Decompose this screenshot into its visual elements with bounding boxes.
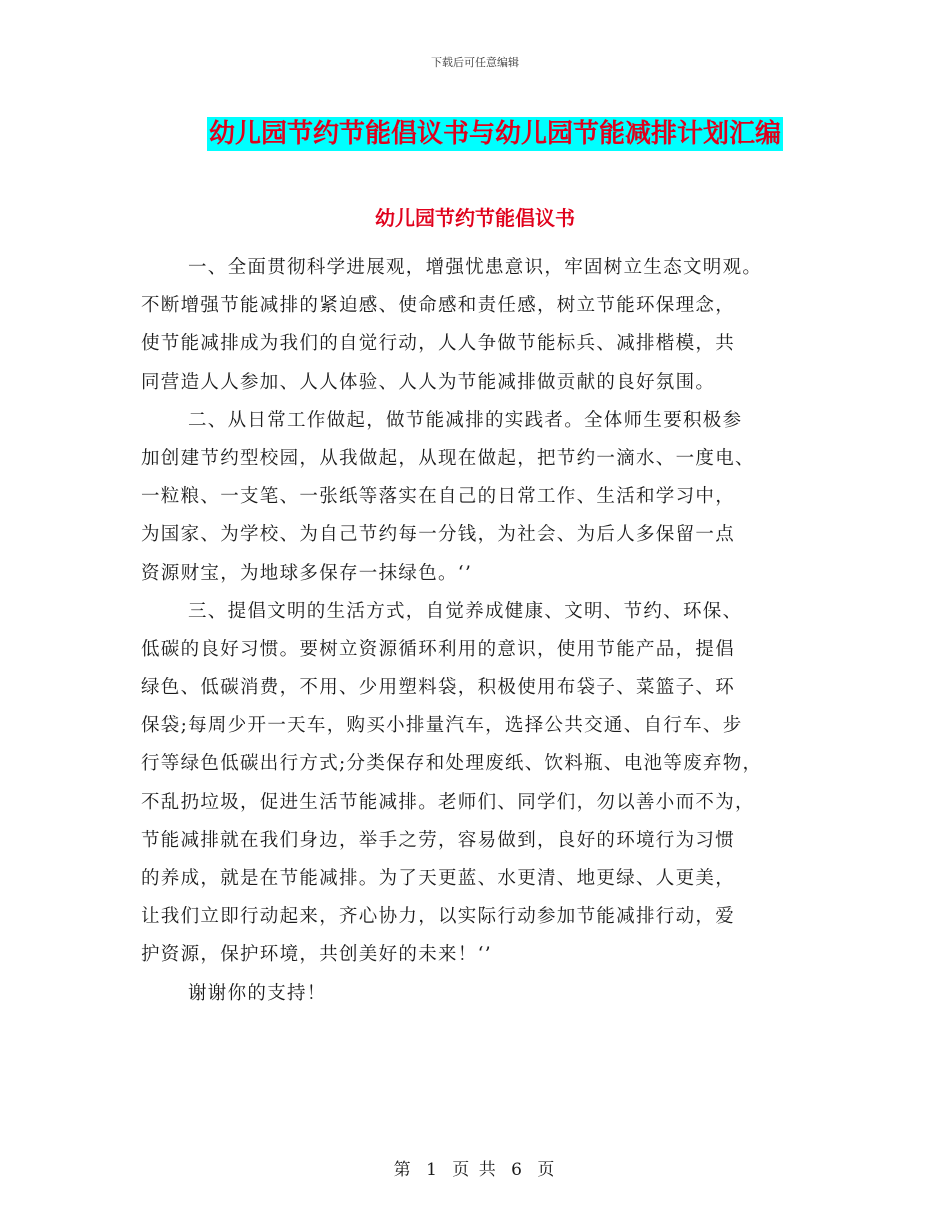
document-title [0, 112, 950, 151]
text-line: 一、全面贯彻科学进展观，增强忧患意识，牢固树立生态文明观。 [188, 257, 763, 278]
text-line: 绿色、低碳消费，不用、少用塑料袋，积极使用布袋子、菜篮子、环 [141, 677, 736, 699]
text-line: 三、提倡文明的生活方式，自觉养成健康、文明、节约、环保、 [188, 600, 743, 622]
section-title: 幼儿园节约节能倡议书 [375, 206, 575, 230]
text-line: 低碳的良好习惯。要树立资源循环利用的意识，使用节能产品，提倡 [141, 638, 736, 660]
footer-page-number: 1 [426, 1160, 439, 1180]
document-title-highlight: 幼儿园节约节能倡议书与幼儿园节能减排计划汇编 [208, 119, 781, 149]
text-line: 保袋;每周少开一天车，购买小排量汽车，选择公共交通、自行车、步 [141, 715, 743, 737]
footer-middle: 页 共 [452, 1160, 498, 1180]
footer-total-pages: 6 [511, 1160, 524, 1180]
text-line: 不断增强节能减排的紧迫感、使命感和责任感，树立节能环保理念， [141, 295, 736, 317]
footer-prefix: 第 [393, 1160, 413, 1180]
text-line: 使节能减排成为我们的自觉行动，人人争做节能标兵、减排楷模，共 [141, 333, 736, 355]
text-line: 不乱扔垃圾，促进生活节能减排。老师们、同学们，勿以善小而不为， [141, 791, 755, 813]
text-line: 加创建节约型校园，从我做起，从现在做起，把节约一滴水、一度电、 [141, 447, 755, 469]
body-text [141, 249, 813, 1013]
text-line: 二、从日常工作做起，做节能减排的实践者。全体师生要积极参 [188, 409, 743, 431]
text-line: 让我们立即行动起来，齐心协力，以实际行动参加节能减排行动，爱 [141, 906, 736, 928]
text-line: 行等绿色低碳出行方式;分类保存和处理废纸、饮料瓶、电池等废弃物， [141, 753, 763, 775]
page-footer [0, 1155, 950, 1180]
text-line: 谢谢你的支持！ [188, 982, 327, 1004]
text-line: 资源财宝，为地球多保存一抹绿色。‘’ [141, 562, 473, 584]
text-line: 的养成，就是在节能减排。为了天更蓝、水更清、地更绿、人更美， [141, 868, 736, 889]
footer-suffix: 页 [537, 1160, 557, 1180]
text-line: 为国家、为学校、为自己节约每一分钱，为社会、为后人多保留一点 [141, 524, 736, 546]
text-line: 同营造人人参加、人人体验、人人为节能减排做贡献的良好氛围。 [141, 371, 716, 393]
text-line: 一粒粮、一支笔、一张纸等落实在自己的日常工作、生活和学习中， [141, 486, 736, 508]
header-note: 下载后可任意编辑 [431, 56, 519, 69]
text-line: 节能减排就在我们身边，举手之劳，容易做到，良好的环境行为习惯 [141, 829, 736, 851]
text-line: 护资源，保护环境，共创美好的未来！‘’ [141, 944, 492, 966]
